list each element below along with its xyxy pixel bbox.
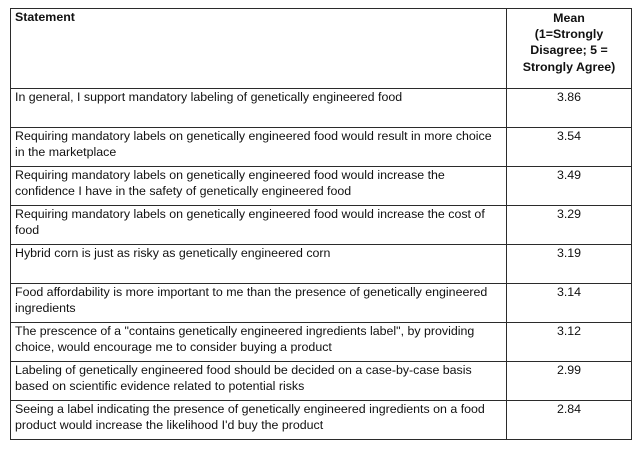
mean-header-line: Strongly Agree) (522, 59, 616, 74)
statement-cell: Requiring mandatory labels on genetically engineered food would increase the confidence I have in the safety of genetically engineered food (11, 167, 507, 206)
table-row (11, 167, 632, 206)
mean-cell: 2.84 (507, 401, 632, 440)
statement-cell: Requiring mandatory labels on genetically engineered food would result in more choice in the marketplace (11, 128, 507, 167)
survey-results-table (10, 8, 632, 440)
mean-header-line: Mean (553, 11, 585, 25)
statement-cell: The prescence of a "contains genetically engineered ingredients label", by providing choice, would encourage me to consider buying a product (11, 323, 507, 362)
mean-header-line: (1=Strongly (534, 27, 604, 42)
mean-cell: 3.14 (507, 284, 632, 323)
mean-cell: 3.19 (507, 245, 632, 284)
table-row (11, 206, 632, 245)
table-row (11, 245, 632, 284)
statement-cell: In general, I support mandatory labeling of genetically engineered food (11, 89, 507, 128)
statement-cell: Hybrid corn is just as risky as genetically engineered corn (11, 245, 507, 284)
statement-cell: Requiring mandatory labels on genetically engineered food would increase the cost of food (11, 206, 507, 245)
statement-cell: Seeing a label indicating the presence of genetically engineered ingredients on a food product would increase the likelihood I'd buy the product (11, 401, 507, 440)
header-row (11, 9, 632, 89)
mean-cell: 3.54 (507, 128, 632, 167)
mean-cell: 3.29 (507, 206, 632, 245)
mean-cell: 3.86 (507, 89, 632, 128)
statement-cell: Labeling of genetically engineered food should be decided on a case-by-case basis based on scientific evidence related to potential risks (11, 362, 507, 401)
statement-column-header: Statement (11, 9, 507, 89)
mean-cell: 3.12 (507, 323, 632, 362)
mean-column-header (507, 9, 632, 89)
mean-cell: 3.49 (507, 167, 632, 206)
mean-header-line: Disagree; 5 = (530, 43, 608, 58)
mean-cell: 2.99 (507, 362, 632, 401)
table-row (11, 401, 632, 440)
table-row (11, 284, 632, 323)
table-row (11, 89, 632, 128)
table-row (11, 323, 632, 362)
statement-cell: Food affordability is more important to me than the presence of genetically engineered ingredients (11, 284, 507, 323)
table-row (11, 362, 632, 401)
table-row (11, 128, 632, 167)
